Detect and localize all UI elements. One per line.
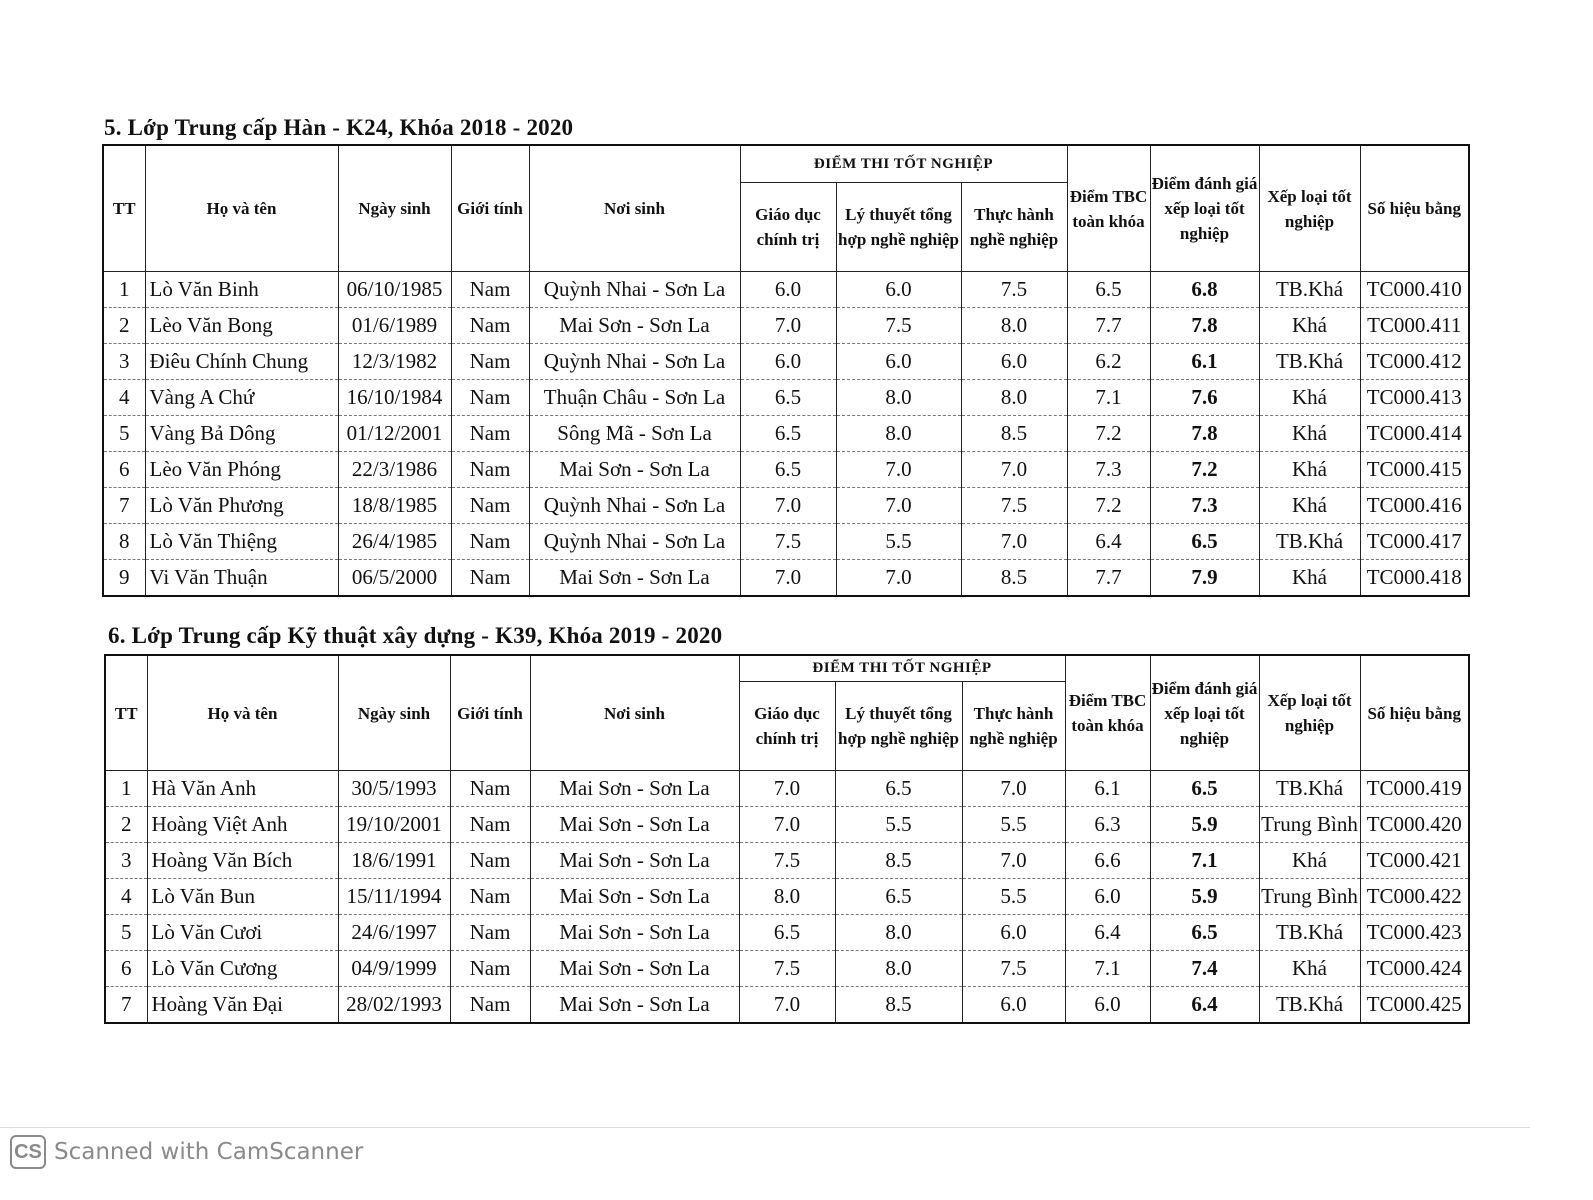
- cell-tt: 1: [103, 272, 145, 308]
- cell-tt: 5: [103, 416, 145, 452]
- cell-cert-number: TC000.419: [1360, 771, 1469, 807]
- cell-eval-score: 7.1: [1150, 843, 1259, 879]
- cell-practice: 7.0: [961, 452, 1067, 488]
- cell-rank: Khá: [1259, 380, 1360, 416]
- cell-cert-number: TC000.410: [1360, 272, 1469, 308]
- cell-theory: 5.5: [836, 524, 961, 560]
- cell-tbc: 6.6: [1065, 843, 1150, 879]
- cell-birthplace: Mai Sơn - Sơn La: [529, 308, 740, 344]
- cell-eval-score: 6.5: [1150, 771, 1259, 807]
- cell-tt: 4: [105, 879, 147, 915]
- cell-gender: Nam: [451, 272, 529, 308]
- cell-birthplace: Mai Sơn - Sơn La: [530, 843, 739, 879]
- section-5-title: 5. Lớp Trung cấp Hàn - K24, Khóa 2018 - 2020: [104, 115, 574, 140]
- cell-tbc: 6.0: [1065, 987, 1150, 1024]
- cell-name: Hoàng Văn Đại: [147, 987, 338, 1024]
- cell-name: Hà Văn Anh: [147, 771, 338, 807]
- cell-politics: 6.0: [740, 344, 836, 380]
- cell-gender: Nam: [451, 308, 529, 344]
- header-politics: Giáo dục chính trị: [740, 183, 836, 272]
- cell-eval-score: 7.4: [1150, 951, 1259, 987]
- cell-politics: 7.0: [740, 488, 836, 524]
- cell-tt: 1: [105, 771, 147, 807]
- cell-birthplace: Thuận Châu - Sơn La: [529, 380, 740, 416]
- cell-theory: 6.5: [835, 879, 962, 915]
- header-theory: Lý thuyết tổng hợp nghề nghiệp: [835, 682, 962, 771]
- header-birthplace: Nơi sinh: [530, 655, 739, 771]
- cell-theory: 8.0: [836, 416, 961, 452]
- cell-politics: 7.0: [739, 771, 835, 807]
- table-row: [103, 524, 1469, 560]
- header-cert-number: Số hiệu bằng: [1360, 145, 1469, 272]
- cell-name: Lò Văn Bun: [147, 879, 338, 915]
- cell-tbc: 7.1: [1065, 951, 1150, 987]
- cell-birthplace: Sông Mã - Sơn La: [529, 416, 740, 452]
- cell-rank: Khá: [1259, 416, 1360, 452]
- cell-gender: Nam: [450, 771, 530, 807]
- cell-gender: Nam: [451, 524, 529, 560]
- cell-dob: 16/10/1984: [338, 380, 451, 416]
- cell-dob: 12/3/1982: [338, 344, 451, 380]
- cell-gender: Nam: [450, 915, 530, 951]
- cell-eval-score: 6.8: [1150, 272, 1259, 308]
- cell-gender: Nam: [451, 452, 529, 488]
- table-row: [103, 560, 1469, 597]
- cell-cert-number: TC000.420: [1360, 807, 1469, 843]
- cell-tbc: 6.5: [1067, 272, 1150, 308]
- cell-eval-score: 7.9: [1150, 560, 1259, 597]
- cell-birthplace: Quỳnh Nhai - Sơn La: [529, 344, 740, 380]
- cell-gender: Nam: [451, 380, 529, 416]
- cell-practice: 7.0: [962, 843, 1065, 879]
- cell-birthplace: Mai Sơn - Sơn La: [529, 560, 740, 597]
- cell-rank: TB.Khá: [1259, 272, 1360, 308]
- cell-practice: 8.0: [961, 380, 1067, 416]
- cell-rank: TB.Khá: [1259, 771, 1360, 807]
- cell-cert-number: TC000.425: [1360, 987, 1469, 1024]
- cell-politics: 6.5: [740, 416, 836, 452]
- table-row: [103, 416, 1469, 452]
- cell-cert-number: TC000.417: [1360, 524, 1469, 560]
- cell-tt: 9: [103, 560, 145, 597]
- cell-tbc: 6.0: [1065, 879, 1150, 915]
- cell-dob: 22/3/1986: [338, 452, 451, 488]
- camscanner-logo-icon: CS: [10, 1135, 46, 1169]
- cell-cert-number: TC000.422: [1360, 879, 1469, 915]
- header-tt: TT: [103, 145, 145, 272]
- cell-birthplace: Mai Sơn - Sơn La: [530, 879, 739, 915]
- table-row: [105, 951, 1469, 987]
- cell-tbc: 6.1: [1065, 771, 1150, 807]
- cell-birthplace: Mai Sơn - Sơn La: [530, 951, 739, 987]
- watermark-text: Scanned with CamScanner: [54, 1139, 364, 1165]
- cell-practice: 7.0: [962, 771, 1065, 807]
- header-practice: Thực hành nghề nghiệp: [961, 183, 1067, 272]
- table-row: [105, 807, 1469, 843]
- footer-divider: [0, 1127, 1530, 1128]
- cell-politics: 7.0: [739, 987, 835, 1024]
- cell-dob: 18/6/1991: [338, 843, 450, 879]
- header-gender: Giới tính: [451, 145, 529, 272]
- cell-politics: 8.0: [739, 879, 835, 915]
- cell-theory: 8.5: [835, 987, 962, 1024]
- cell-gender: Nam: [450, 951, 530, 987]
- header-name: Họ và tên: [147, 655, 338, 771]
- cell-gender: Nam: [451, 416, 529, 452]
- cell-tbc: 6.4: [1067, 524, 1150, 560]
- cell-eval-score: 7.3: [1150, 488, 1259, 524]
- header-birthplace: Nơi sinh: [529, 145, 740, 272]
- cell-name: Lò Văn Cươi: [147, 915, 338, 951]
- header-practice: Thực hành nghề nghiệp: [962, 682, 1065, 771]
- cell-dob: 19/10/2001: [338, 807, 450, 843]
- cell-tbc: 7.1: [1067, 380, 1150, 416]
- cell-tbc: 7.2: [1067, 488, 1150, 524]
- cell-practice: 6.0: [961, 344, 1067, 380]
- table-row: [103, 344, 1469, 380]
- table-row: [103, 272, 1469, 308]
- cell-dob: 18/8/1985: [338, 488, 451, 524]
- cell-practice: 7.0: [961, 524, 1067, 560]
- header-eval-score: Điểm đánh giá xếp loại tốt nghiệp: [1150, 145, 1259, 272]
- cell-birthplace: Quỳnh Nhai - Sơn La: [529, 488, 740, 524]
- cell-tbc: 6.2: [1067, 344, 1150, 380]
- cell-rank: Khá: [1259, 951, 1360, 987]
- cell-cert-number: TC000.424: [1360, 951, 1469, 987]
- cell-gender: Nam: [450, 807, 530, 843]
- cell-cert-number: TC000.418: [1360, 560, 1469, 597]
- cell-dob: 01/6/1989: [338, 308, 451, 344]
- header-rank: Xếp loại tốt nghiệp: [1259, 145, 1360, 272]
- grade-table-5: [102, 144, 1470, 597]
- table-row: [105, 771, 1469, 807]
- cell-name: Vi Văn Thuận: [145, 560, 338, 597]
- cell-name: Vàng Bả Dông: [145, 416, 338, 452]
- cell-dob: 26/4/1985: [338, 524, 451, 560]
- cell-name: Hoàng Văn Bích: [147, 843, 338, 879]
- cell-tbc: 6.3: [1065, 807, 1150, 843]
- section-6-title: 6. Lớp Trung cấp Kỹ thuật xây dựng - K39, Khóa 2019 - 2020: [108, 623, 723, 648]
- cell-tt: 8: [103, 524, 145, 560]
- cell-dob: 01/12/2001: [338, 416, 451, 452]
- header-gender: Giới tính: [450, 655, 530, 771]
- cell-theory: 6.0: [836, 272, 961, 308]
- table-row: [103, 308, 1469, 344]
- table-row: [105, 879, 1469, 915]
- cell-cert-number: TC000.421: [1360, 843, 1469, 879]
- cell-dob: 30/5/1993: [338, 771, 450, 807]
- header-tt: TT: [105, 655, 147, 771]
- cell-theory: 8.5: [835, 843, 962, 879]
- cell-tt: 2: [103, 308, 145, 344]
- cell-rank: Khá: [1259, 308, 1360, 344]
- cell-dob: 15/11/1994: [338, 879, 450, 915]
- cell-politics: 6.5: [740, 452, 836, 488]
- cell-birthplace: Mai Sơn - Sơn La: [530, 987, 739, 1024]
- cell-politics: 6.0: [740, 272, 836, 308]
- cell-gender: Nam: [451, 488, 529, 524]
- cell-eval-score: 5.9: [1150, 807, 1259, 843]
- header-exam-group: ĐIỂM THI TỐT NGHIỆP: [740, 145, 1067, 183]
- table-row: [105, 843, 1469, 879]
- cell-dob: 04/9/1999: [338, 951, 450, 987]
- cell-practice: 5.5: [962, 879, 1065, 915]
- grade-table-6: [104, 654, 1470, 1024]
- cell-name: Lò Văn Cương: [147, 951, 338, 987]
- cell-tbc: 7.2: [1067, 416, 1150, 452]
- cell-rank: TB.Khá: [1259, 987, 1360, 1024]
- cell-tt: 6: [105, 951, 147, 987]
- camscanner-watermark: [10, 1134, 363, 1170]
- cell-theory: 7.0: [836, 452, 961, 488]
- cell-name: Hoàng Việt Anh: [147, 807, 338, 843]
- header-eval-score: Điểm đánh giá xếp loại tốt nghiệp: [1150, 655, 1259, 771]
- cell-name: Điêu Chính Chung: [145, 344, 338, 380]
- cell-practice: 7.5: [961, 272, 1067, 308]
- cell-theory: 6.5: [835, 771, 962, 807]
- cell-tbc: 7.3: [1067, 452, 1150, 488]
- cell-tt: 2: [105, 807, 147, 843]
- table-row: [103, 488, 1469, 524]
- cell-eval-score: 6.1: [1150, 344, 1259, 380]
- table-row: [103, 452, 1469, 488]
- cell-rank: TB.Khá: [1259, 524, 1360, 560]
- cell-eval-score: 7.8: [1150, 308, 1259, 344]
- cell-tt: 7: [103, 488, 145, 524]
- cell-dob: 06/5/2000: [338, 560, 451, 597]
- cell-eval-score: 6.4: [1150, 987, 1259, 1024]
- header-tbc: Điểm TBC toàn khóa: [1067, 145, 1150, 272]
- header-name: Họ và tên: [145, 145, 338, 272]
- cell-cert-number: TC000.413: [1360, 380, 1469, 416]
- cell-rank: TB.Khá: [1259, 344, 1360, 380]
- cell-gender: Nam: [450, 879, 530, 915]
- cell-tt: 3: [105, 843, 147, 879]
- cell-eval-score: 5.9: [1150, 879, 1259, 915]
- header-cert-number: Số hiệu bằng: [1360, 655, 1469, 771]
- table-row: [105, 987, 1469, 1024]
- cell-name: Lèo Văn Bong: [145, 308, 338, 344]
- header-exam-group: ĐIỂM THI TỐT NGHIỆP: [739, 655, 1065, 682]
- cell-politics: 6.5: [740, 380, 836, 416]
- cell-tbc: 6.4: [1065, 915, 1150, 951]
- table-row: [105, 915, 1469, 951]
- cell-gender: Nam: [450, 987, 530, 1024]
- cell-name: Vàng A Chứ: [145, 380, 338, 416]
- cell-eval-score: 6.5: [1150, 915, 1259, 951]
- cell-gender: Nam: [451, 344, 529, 380]
- cell-gender: Nam: [450, 843, 530, 879]
- cell-rank: Khá: [1259, 452, 1360, 488]
- cell-tt: 6: [103, 452, 145, 488]
- cell-politics: 7.5: [739, 843, 835, 879]
- cell-tbc: 7.7: [1067, 308, 1150, 344]
- cell-birthplace: Mai Sơn - Sơn La: [530, 771, 739, 807]
- header-dob: Ngày sinh: [338, 145, 451, 272]
- cell-name: Lò Văn Binh: [145, 272, 338, 308]
- cell-cert-number: TC000.415: [1360, 452, 1469, 488]
- header-rank: Xếp loại tốt nghiệp: [1259, 655, 1360, 771]
- cell-name: Lò Văn Thiệng: [145, 524, 338, 560]
- cell-rank: Trung Bình: [1259, 879, 1360, 915]
- cell-tt: 3: [103, 344, 145, 380]
- cell-theory: 7.0: [836, 488, 961, 524]
- cell-rank: Trung Bình: [1259, 807, 1360, 843]
- cell-theory: 6.0: [836, 344, 961, 380]
- cell-name: Lèo Văn Phóng: [145, 452, 338, 488]
- header-dob: Ngày sinh: [338, 655, 450, 771]
- cell-eval-score: 6.5: [1150, 524, 1259, 560]
- cell-theory: 7.5: [836, 308, 961, 344]
- cell-practice: 7.5: [962, 951, 1065, 987]
- cell-name: Lò Văn Phương: [145, 488, 338, 524]
- cell-cert-number: TC000.411: [1360, 308, 1469, 344]
- cell-birthplace: Quỳnh Nhai - Sơn La: [529, 524, 740, 560]
- cell-cert-number: TC000.423: [1360, 915, 1469, 951]
- cell-dob: 06/10/1985: [338, 272, 451, 308]
- cell-gender: Nam: [451, 560, 529, 597]
- cell-politics: 7.5: [740, 524, 836, 560]
- cell-birthplace: Mai Sơn - Sơn La: [529, 452, 740, 488]
- cell-practice: 8.0: [961, 308, 1067, 344]
- cell-cert-number: TC000.416: [1360, 488, 1469, 524]
- cell-politics: 7.0: [739, 807, 835, 843]
- cell-eval-score: 7.2: [1150, 452, 1259, 488]
- cell-practice: 8.5: [961, 560, 1067, 597]
- header-theory: Lý thuyết tổng hợp nghề nghiệp: [836, 183, 961, 272]
- cell-eval-score: 7.6: [1150, 380, 1259, 416]
- cell-tt: 4: [103, 380, 145, 416]
- cell-politics: 6.5: [739, 915, 835, 951]
- header-politics: Giáo dục chính trị: [739, 682, 835, 771]
- cell-cert-number: TC000.412: [1360, 344, 1469, 380]
- cell-tt: 7: [105, 987, 147, 1024]
- cell-theory: 8.0: [835, 915, 962, 951]
- cell-rank: Khá: [1259, 560, 1360, 597]
- cell-politics: 7.0: [740, 308, 836, 344]
- cell-cert-number: TC000.414: [1360, 416, 1469, 452]
- header-tbc: Điểm TBC toàn khóa: [1065, 655, 1150, 771]
- cell-rank: Khá: [1259, 843, 1360, 879]
- cell-practice: 7.5: [961, 488, 1067, 524]
- cell-theory: 8.0: [836, 380, 961, 416]
- cell-rank: Khá: [1259, 488, 1360, 524]
- cell-dob: 24/6/1997: [338, 915, 450, 951]
- cell-birthplace: Mai Sơn - Sơn La: [530, 915, 739, 951]
- cell-eval-score: 7.8: [1150, 416, 1259, 452]
- cell-tt: 5: [105, 915, 147, 951]
- cell-practice: 8.5: [961, 416, 1067, 452]
- cell-theory: 7.0: [836, 560, 961, 597]
- cell-birthplace: Quỳnh Nhai - Sơn La: [529, 272, 740, 308]
- cell-rank: TB.Khá: [1259, 915, 1360, 951]
- cell-theory: 8.0: [835, 951, 962, 987]
- cell-birthplace: Mai Sơn - Sơn La: [530, 807, 739, 843]
- cell-theory: 5.5: [835, 807, 962, 843]
- cell-tbc: 7.7: [1067, 560, 1150, 597]
- cell-practice: 6.0: [962, 915, 1065, 951]
- table-row: [103, 380, 1469, 416]
- cell-practice: 5.5: [962, 807, 1065, 843]
- cell-practice: 6.0: [962, 987, 1065, 1024]
- cell-politics: 7.0: [740, 560, 836, 597]
- cell-dob: 28/02/1993: [338, 987, 450, 1024]
- cell-politics: 7.5: [739, 951, 835, 987]
